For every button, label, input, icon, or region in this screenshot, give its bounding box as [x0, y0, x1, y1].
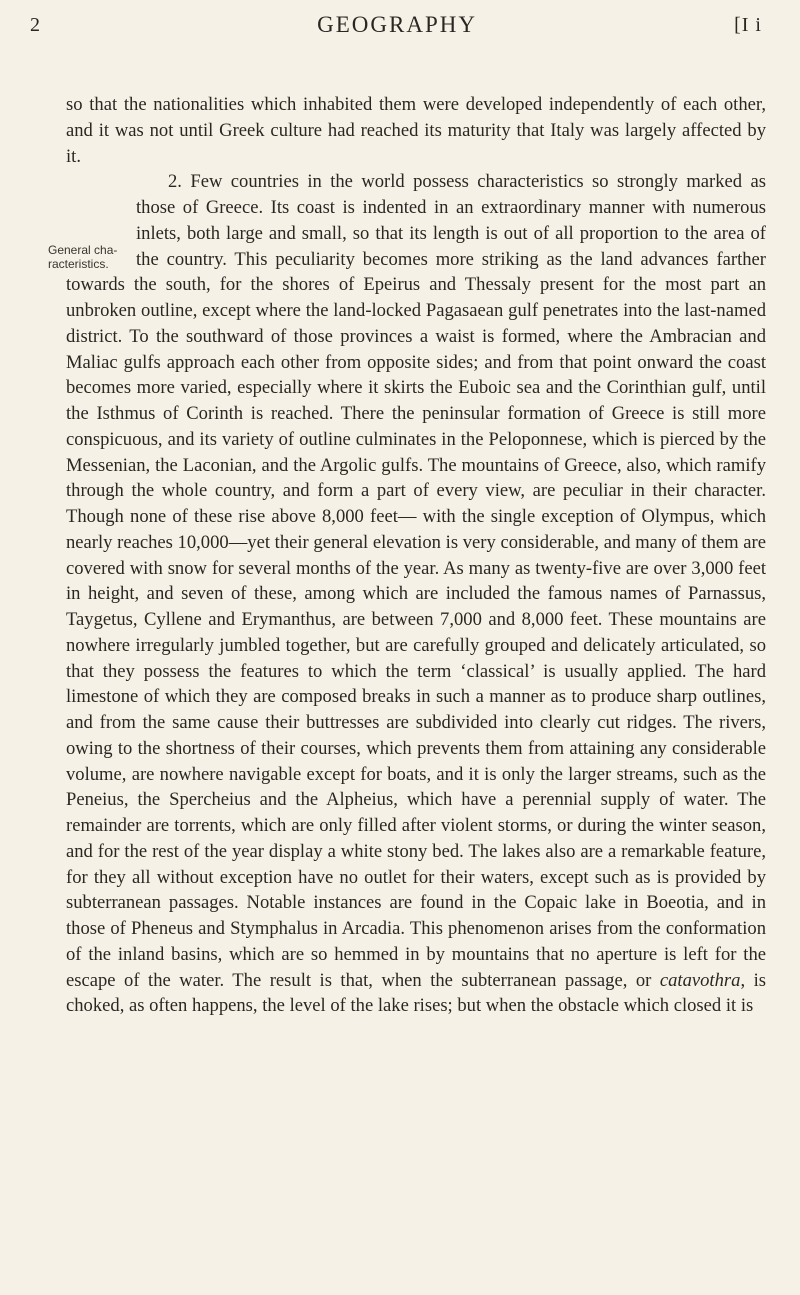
section-marker: [I i: [734, 13, 762, 36]
paragraph-2-end: , is choked, as often happens, the level of the lake rises; but when the obstacle which closed it is: [66, 969, 766, 1017]
italic-term: catavothra: [659, 969, 741, 991]
paragraph-1: so that the nationalities which inhabited them were developed independently of each other, and it was not until Greek culture had reached its maturity that Italy was largely affected by it.: [66, 94, 766, 167]
marginal-note: General cha- racteristics.: [48, 243, 118, 271]
paragraph-2-text: 2. Few countries in the world possess characteristics so strongly marked as those of Greece. Its coast is indented in an extraordinary manner with numerous inlets, both large and small, so that its length is out of all proportion to the area of the country. This peculiarity becomes more striking as the land advances farther towards the south, for the shores of Epeirus and Thessaly present for the most part an unbroken outline, except where the land-locked Pagasaean gulf penetrates into the last-named district. To the southward of those provinces a waist is formed, where the Ambracian and Maliac gulfs approach each other from opposite sides; and from that point onward the coast becomes more varied, especially where it skirts the Euboic sea and the Corinthian gulf, until the Isthmus of Corinth is reached. There the peninsular formation of Greece is still more conspicuous, and its variety of outline culminates in the Peloponnese, which is pierced by the Messenian, the Laconian, and the Argolic gulfs. The mountains of Greece, also, which ramify through the whole country, and form a part of every view, are peculiar in their character. Though none of these rise above 8,000 feet— with the single exception of Olympus, which nearly reaches 10,000—yet their general elevation is very considerable, and many of them are covered with snow for several months of the year. As many as twenty-five are over 3,000 feet in height, and seven of these, among which are included the famous names of Parnassus, Taygetus, Cyllene and Erymanthus, are between 7,000 and 8,000 feet. These mountains are nowhere irregularly jumbled together, but are carefully grouped and delicately articulated, so that they possess the features to which the term ‘classical’ is usually applied. The hard limestone of which they are composed breaks in such a manner as to produce sharp outlines, and from the same cause their buttresses are subdivided into clearly cut ridges. The rivers, owing to the shortness of their courses, which prevents them from attaining any considerable volume, are nowhere navigable except for boats, and it is only the larger streams, such as the Peneius, the Spercheius and the Alpheius, which have a perennial supply of water. The remainder are torrents, which are only filled after violent storms, or during the winter season, and for the rest of the year display a white stony bed. The lakes also are a remarkable feature, for they all without exception have no outlet for their waters, except such as is provided by subterranean passages. Notable instances are found in the Copaic lake in Boeotia, and in those of Pheneus and Stymphalus in Arcadia. This phenomenon arises from the conformation of the inland basins, which are so hemmed in by mountains that no aperture is left for the escape of the water. The result is that, when the subterranean passage, or: [66, 171, 766, 991]
body-text: [66, 92, 766, 1019]
page-number: 2: [30, 13, 41, 36]
paragraph-2: [66, 169, 766, 1019]
running-head: [30, 8, 762, 42]
page-title: GEOGRAPHY: [317, 12, 477, 37]
